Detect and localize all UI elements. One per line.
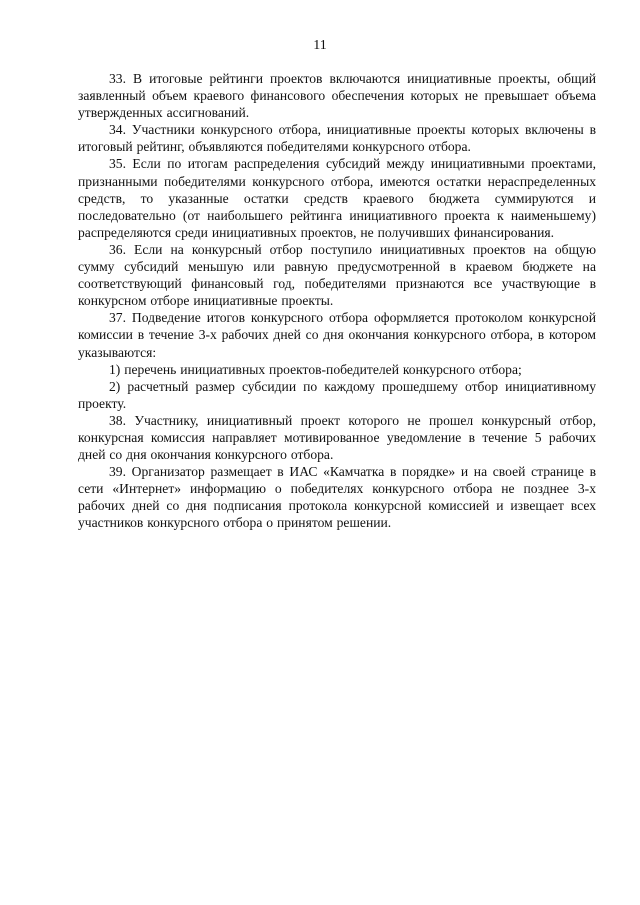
paragraph-37: 37. Подведение итогов конкурсного отбора оформляется протоколом конкурсной комиссии в течение 3-х рабочих дней со дня окончания конкурсного отбора, в котором указываются: [78,310,596,360]
list-item-1: 1) перечень инициативных проектов-победителей конкурсного отбора; [109,361,522,377]
paragraph-35: 35. Если по итогам распределения субсидий между инициативными проектами, признанными победителями конкурсного отбора, имеются остатки нераспределенных средств, то указанные остатки средств краевого бюджета суммируются и последовательно (от наибольшего рейтинга инициативного проекта к наименьшему) распределяются среди инициативных проектов, не получивших финансирования. [78,156,596,240]
paragraph-38: 38. Участнику, инициативный проект которого не прошел конкурсный отбор, конкурсная комиссия направляет мотивированное уведомление в течение 5 рабочих дней со дня окончания конкурсного отбора. [78,412,596,463]
document-body [78,70,596,532]
paragraph-36: 36. Если на конкурсный отбор поступило инициативных проектов на общую сумму субсидий меньшую или равную предусмотренной в краевом бюджете на соответствующий финансовый год, победителями признаются все участвующие в конкурсном отборе инициативные проекты. [78,241,596,309]
page-number: 11 [313,38,327,53]
paragraph-33: 33. В итоговые рейтинги проектов включаются инициативные проекты, общий заявленный объем краевого финансового обеспечения которых не превышает объема утвержденных ассигнований. [78,71,596,121]
paragraph-34: 34. Участники конкурсного отбора, инициативные проекты которых включены в итоговый рейтинг, объявляются победителями конкурсного отбора. [78,122,596,155]
list-item-2: 2) расчетный размер субсидии по каждому прошедшему отбор инициативному проекту. [78,378,596,411]
paragraph-39: 39. Организатор размещает в ИАС «Камчатка в порядке» и на своей странице в сети «Интернет» информацию о победителях конкурсного отбора не позднее 3-х рабочих дней со дня подписания протокола конкурсной комиссией и извещает всех участников конкурсного отбора о принятом решении. [78,464,596,531]
